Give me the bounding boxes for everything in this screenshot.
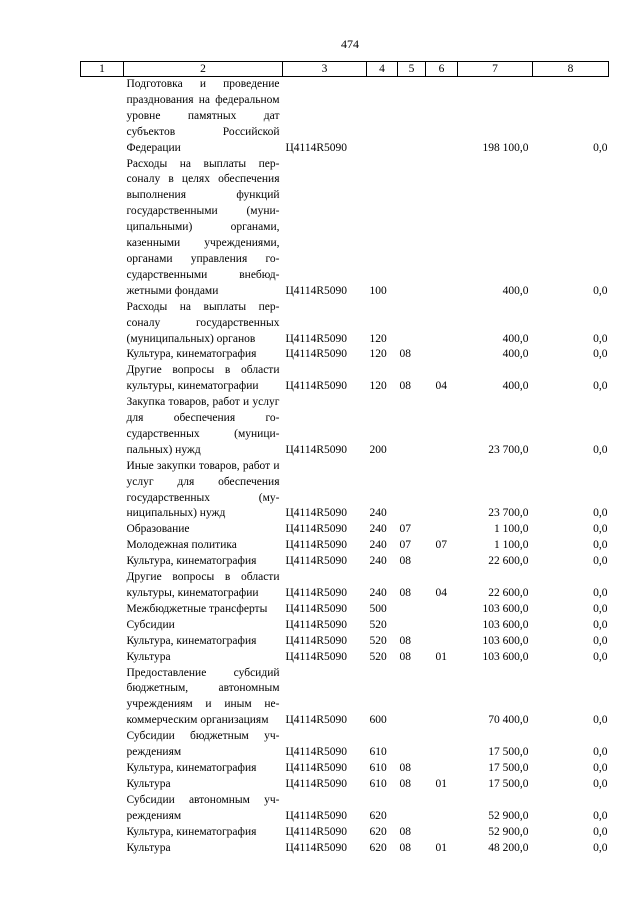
- table-row: [81, 618, 609, 634]
- index-cell: [81, 347, 124, 363]
- index-cell: [81, 793, 124, 825]
- table-row: [81, 538, 609, 554]
- row-col8: 0,0: [593, 507, 608, 520]
- row-code: Ц4114R5090: [285, 825, 348, 838]
- table-row: [81, 522, 609, 538]
- row-col6: [426, 825, 458, 841]
- row-col5: 08: [399, 825, 411, 838]
- table-row: [81, 300, 609, 348]
- row-code: Ц4114R5090: [285, 714, 348, 727]
- row-col5: [398, 618, 426, 634]
- row-col6: [426, 522, 458, 538]
- row-col8: 0,0: [593, 777, 608, 790]
- row-amount: 103 600,0: [482, 618, 529, 631]
- row-col5: 08: [399, 555, 411, 568]
- row-name: Молодежная политика: [126, 539, 237, 552]
- header-cell: 8: [533, 62, 609, 77]
- row-col5: 08: [399, 348, 411, 361]
- row-amount: 400,0: [502, 284, 529, 297]
- row-col5: 08: [399, 777, 411, 790]
- header-cell: 7: [458, 62, 533, 77]
- row-col5: [398, 602, 426, 618]
- row-code: Ц4114R5090: [285, 761, 348, 774]
- row-col6: [426, 157, 458, 300]
- row-col4: 120: [369, 348, 387, 361]
- table-row: [81, 729, 609, 761]
- table-row: [81, 777, 609, 793]
- row-col5: 08: [399, 634, 411, 647]
- row-amount: 1 100,0: [494, 523, 529, 536]
- row-col4: 610: [369, 761, 387, 774]
- row-name: Культура: [126, 650, 171, 663]
- row-col4: 240: [369, 507, 387, 520]
- table-body: [81, 77, 609, 857]
- row-col4: 520: [369, 618, 387, 631]
- row-col8: 0,0: [593, 809, 608, 822]
- row-col6: [426, 554, 458, 570]
- row-col5: [398, 729, 426, 761]
- row-col4: 610: [369, 777, 387, 790]
- row-name: Иные закупки товаров, работ и услуг для обеспечения государственных (муниципальных) нужд: [126, 459, 280, 520]
- table-row: [81, 459, 609, 523]
- row-col6: 07: [435, 539, 447, 552]
- row-col6: 01: [435, 777, 447, 790]
- row-name: Культура, кинематография: [126, 348, 257, 361]
- row-col6: [426, 300, 458, 348]
- row-amount: 52 900,0: [488, 809, 529, 822]
- row-col8: 0,0: [593, 443, 608, 456]
- row-col8: 0,0: [593, 714, 608, 727]
- row-amount: 103 600,0: [482, 602, 529, 615]
- header-row: [81, 62, 609, 77]
- row-col5: [398, 459, 426, 523]
- row-amount: 198 100,0: [482, 141, 529, 154]
- row-col4: 240: [369, 555, 387, 568]
- row-name: Предоставление субсидий бюджетным, автономным учреждениям и иным некоммерческим организациям: [126, 666, 280, 727]
- row-amount: 400,0: [502, 348, 529, 361]
- row-col5: 07: [399, 523, 411, 536]
- row-col6: [426, 729, 458, 761]
- row-col4: 500: [369, 602, 387, 615]
- row-amount: 52 900,0: [488, 825, 529, 838]
- row-col5: 08: [399, 587, 411, 599]
- row-col4: 240: [369, 587, 387, 599]
- row-col8: 0,0: [593, 746, 608, 759]
- row-amount: 400,0: [502, 332, 529, 345]
- row-col6: [426, 602, 458, 618]
- row-code: Ц4114R5090: [285, 777, 348, 790]
- row-code: Ц4114R5090: [285, 602, 348, 615]
- row-col6: 04: [435, 587, 447, 599]
- row-col8: 0,0: [593, 523, 608, 536]
- row-code: Ц4114R5090: [285, 507, 348, 520]
- header-cell: 3: [283, 62, 367, 77]
- row-code: Ц4114R5090: [285, 284, 348, 297]
- header-cell: 2: [124, 62, 283, 77]
- row-col4: 200: [369, 443, 387, 456]
- row-name: Субсидии: [126, 618, 175, 631]
- row-col6: [426, 634, 458, 650]
- index-cell: [81, 77, 124, 157]
- row-col4: 120: [369, 332, 387, 345]
- row-code: Ц4114R5090: [285, 746, 348, 759]
- row-amount: 23 700,0: [488, 507, 529, 520]
- row-col6: [426, 77, 458, 157]
- row-col4: 520: [369, 650, 387, 663]
- row-amount: 70 400,0: [488, 714, 529, 727]
- row-name: Культура: [126, 777, 171, 790]
- row-col8: 0,0: [593, 348, 608, 361]
- row-col8: 0,0: [593, 825, 608, 838]
- header-cell: 5: [398, 62, 426, 77]
- index-cell: [81, 157, 124, 300]
- row-col6: 01: [435, 650, 447, 663]
- row-amount: 1 100,0: [494, 539, 529, 552]
- row-name: Культура, кинематография: [126, 825, 257, 838]
- index-cell: [81, 459, 124, 523]
- row-col8: 0,0: [593, 284, 608, 297]
- row-col5: 08: [399, 650, 411, 663]
- row-code: Ц4114R5090: [285, 555, 348, 568]
- index-cell: [81, 602, 124, 618]
- row-code: Ц4114R5090: [285, 634, 348, 647]
- header-cell: 4: [367, 62, 398, 77]
- row-col5: [398, 666, 426, 730]
- table-row: [81, 602, 609, 618]
- row-col6: 01: [435, 841, 447, 854]
- page-number: 474: [341, 37, 359, 51]
- table-row: [81, 570, 609, 602]
- index-cell: [81, 666, 124, 730]
- row-col4: [367, 77, 398, 157]
- row-col4: 120: [369, 380, 387, 393]
- row-col4: 620: [369, 809, 387, 822]
- table-row: [81, 650, 609, 666]
- row-amount: 22 600,0: [488, 587, 529, 599]
- row-col6: [426, 459, 458, 523]
- row-name: Межбюджетные трансферты: [126, 602, 268, 615]
- row-col8: 0,0: [593, 587, 608, 599]
- row-col5: [398, 793, 426, 825]
- row-code: Ц4114R5090: [285, 539, 348, 552]
- index-cell: [81, 761, 124, 777]
- row-col4: 240: [369, 523, 387, 536]
- row-col4: 620: [369, 841, 387, 854]
- row-col8: 0,0: [593, 618, 608, 631]
- row-col5: 08: [399, 761, 411, 774]
- row-col8: 0,0: [593, 380, 608, 393]
- row-col5: [398, 300, 426, 348]
- table-row: [81, 825, 609, 841]
- index-cell: [81, 522, 124, 538]
- row-col4: 100: [369, 284, 387, 297]
- row-col8: 0,0: [593, 761, 608, 774]
- row-amount: 103 600,0: [482, 634, 529, 647]
- row-col5: [398, 77, 426, 157]
- table-row: [81, 395, 609, 459]
- row-amount: 48 200,0: [488, 841, 529, 854]
- row-col5: 08: [399, 841, 411, 854]
- row-amount: 17 500,0: [488, 746, 529, 759]
- row-name: Другие вопросы в области культуры, кинематографии: [126, 571, 280, 599]
- row-name: Расходы на выплаты персоналу в целях обеспечения выполнения функций государственными (муниципальными) органами, казенными учреждениями, органами управления государственными внебюджетными фондами: [126, 157, 280, 297]
- row-code: Ц4114R5090: [285, 332, 348, 345]
- budget-table: [80, 61, 609, 856]
- row-col8: 0,0: [593, 634, 608, 647]
- index-cell: [81, 538, 124, 554]
- row-name: Подготовка и проведение празднования на федеральном уровне памятных дат субъектов Российской Федерации: [126, 78, 280, 154]
- index-cell: [81, 841, 124, 857]
- row-code: Ц4114R5090: [285, 809, 348, 822]
- row-name: Культура, кинематография: [126, 761, 257, 774]
- row-col4: 610: [369, 746, 387, 759]
- index-cell: [81, 825, 124, 841]
- row-code: Ц4114R5090: [285, 443, 348, 456]
- row-name: Расходы на выплаты персоналу государственных (муниципальных) органов: [126, 300, 280, 345]
- row-code: Ц4114R5090: [285, 587, 348, 599]
- row-code: Ц4114R5090: [285, 650, 348, 663]
- row-col4: 600: [369, 714, 387, 727]
- row-amount: 103 600,0: [482, 650, 529, 663]
- row-name: Субсидии бюджетным учреждениям: [126, 730, 280, 759]
- row-amount: 22 600,0: [488, 555, 529, 568]
- row-col6: [426, 761, 458, 777]
- row-col6: [426, 666, 458, 730]
- index-cell: [81, 554, 124, 570]
- row-code: Ц4114R5090: [285, 841, 348, 854]
- index-cell: [81, 729, 124, 761]
- row-col4: 620: [369, 825, 387, 838]
- row-col5: 07: [399, 539, 411, 552]
- row-col6: 04: [435, 380, 447, 393]
- row-amount: 23 700,0: [488, 443, 529, 456]
- index-cell: [81, 300, 124, 348]
- index-cell: [81, 634, 124, 650]
- header-cell: 6: [426, 62, 458, 77]
- row-col4: 520: [369, 634, 387, 647]
- row-name: Культура, кинематография: [126, 555, 257, 568]
- table-row: [81, 157, 609, 300]
- row-amount: 400,0: [502, 380, 529, 393]
- row-name: Субсидии автономным учреждениям: [126, 793, 280, 822]
- row-col4: 240: [369, 539, 387, 552]
- row-col5: [398, 395, 426, 459]
- index-cell: [81, 650, 124, 666]
- row-col5: 08: [399, 380, 411, 393]
- index-cell: [81, 363, 124, 395]
- row-col5: [398, 157, 426, 300]
- index-cell: [81, 618, 124, 634]
- row-col8: 0,0: [593, 141, 608, 154]
- row-col8: 0,0: [593, 650, 608, 663]
- row-col8: 0,0: [593, 332, 608, 345]
- table-row: [81, 347, 609, 363]
- header-cell: 1: [81, 62, 124, 77]
- table-row: [81, 363, 609, 395]
- row-col6: [426, 395, 458, 459]
- row-col8: 0,0: [593, 555, 608, 568]
- table-row: [81, 666, 609, 730]
- row-col8: 0,0: [593, 602, 608, 615]
- row-code: Ц4114R5090: [285, 141, 348, 154]
- row-col6: [426, 793, 458, 825]
- index-cell: [81, 395, 124, 459]
- row-col6: [426, 618, 458, 634]
- row-amount: 17 500,0: [488, 761, 529, 774]
- table-row: [81, 761, 609, 777]
- row-amount: 17 500,0: [488, 777, 529, 790]
- row-name: Другие вопросы в области культуры, кинематографии: [126, 364, 280, 393]
- table-row: [81, 77, 609, 157]
- row-code: Ц4114R5090: [285, 348, 348, 361]
- row-name: Культура, кинематография: [126, 634, 257, 647]
- row-col8: 0,0: [593, 539, 608, 552]
- row-name: Закупка товаров, работ и услуг для обеспечения государственных (муниципальных) нужд: [126, 396, 280, 456]
- table-row: [81, 554, 609, 570]
- table-row: [81, 793, 609, 825]
- row-name: Культура: [126, 841, 171, 854]
- row-code: Ц4114R5090: [285, 523, 348, 536]
- table-row: [81, 841, 609, 857]
- row-col8: 0,0: [593, 841, 608, 854]
- row-code: Ц4114R5090: [285, 380, 348, 393]
- index-cell: [81, 570, 124, 602]
- row-code: Ц4114R5090: [285, 618, 348, 631]
- table-row: [81, 634, 609, 650]
- index-cell: [81, 777, 124, 793]
- row-name: Образование: [126, 523, 190, 536]
- row-col6: [426, 347, 458, 363]
